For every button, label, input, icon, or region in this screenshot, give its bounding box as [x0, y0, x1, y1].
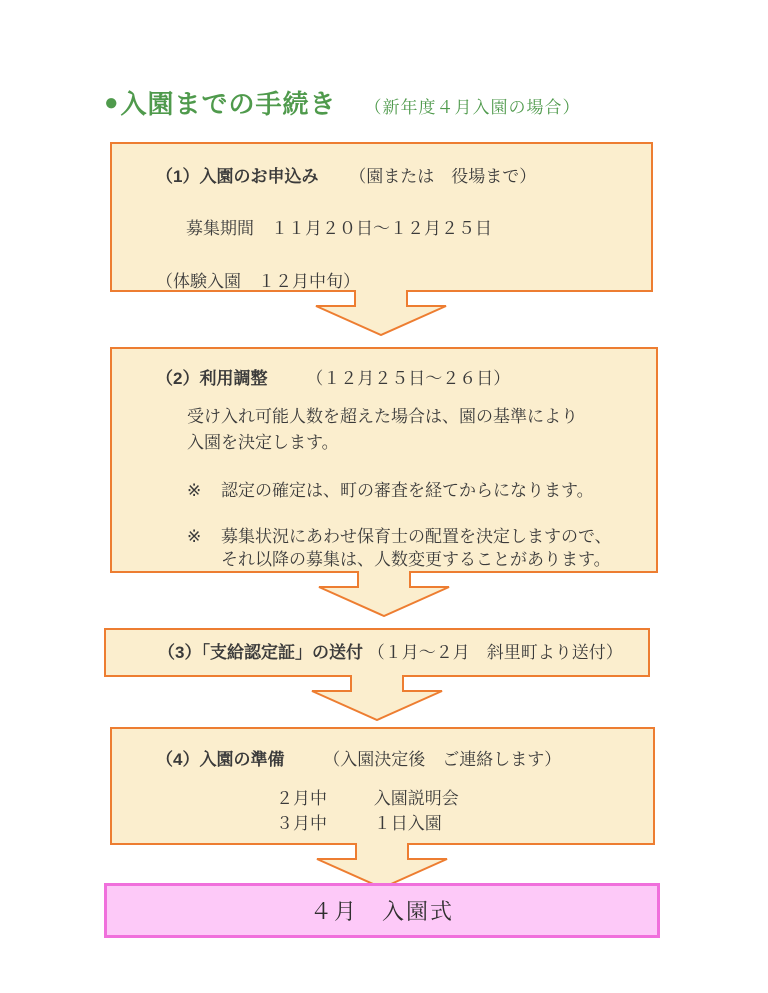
step-2-heading — [156, 368, 644, 389]
step-2-note-1 — [187, 479, 644, 502]
final-box-entrance-ceremony — [104, 883, 660, 938]
step-box-adjustment — [110, 347, 658, 573]
step-box-preparation — [110, 727, 655, 845]
step-2-heading-dates: （１２月２５日～２６日） — [306, 369, 511, 388]
step-2-note-2-text — [221, 525, 612, 571]
step-2-note-2-line1: 募集状況にあわせ保育士の配置を決定しますので、 — [221, 527, 612, 547]
step-1-trial-enrollment: （体験入園 １２月中旬） — [156, 271, 360, 291]
flow-arrow-down-icon — [311, 675, 443, 721]
step-4-schedule — [276, 786, 641, 836]
step-4-heading-title: （4）入園の準備 — [156, 750, 285, 769]
step-2-description — [187, 404, 644, 456]
page-title — [104, 84, 581, 121]
step-2-description-line2: 入園を決定します。 — [187, 433, 339, 453]
bullet-icon: ● — [104, 88, 119, 116]
step-box-application — [110, 142, 653, 292]
step-3-heading — [158, 642, 623, 663]
schedule-row — [276, 811, 641, 836]
page-title-text: 入園までの手続き — [120, 89, 337, 119]
asterisk-marker-icon: ※ — [187, 527, 202, 547]
step-2-note-2-line2: それ以降の募集は、人数変更することがあります。 — [221, 550, 611, 570]
page-title-subtitle: （新年度４月入園の場合） — [364, 98, 581, 117]
schedule-row — [276, 786, 641, 811]
step-2-note-1-line: 認定の確定は、町の審査を経てからになります。 — [221, 481, 594, 501]
schedule-event: １日入園 — [373, 814, 442, 834]
schedule-month: ３月中 — [276, 814, 327, 834]
step-4-heading — [156, 749, 641, 770]
flow-arrow-down-icon — [315, 290, 447, 336]
asterisk-marker-icon: ※ — [187, 481, 202, 501]
step-1-recruitment-period: 募集期間 １１月２０日～１２月２５日 — [186, 219, 492, 239]
step-2-description-line1: 受け入れ可能人数を超えた場合は、園の基準により — [187, 407, 578, 427]
step-3-heading-title: （3）「支給認定証」の送付 — [158, 642, 363, 662]
schedule-month: ２月中 — [276, 789, 327, 809]
flow-arrow-down-icon — [318, 571, 450, 617]
schedule-event: 入園説明会 — [373, 789, 459, 809]
step-1-heading-note: （園または 役場まで） — [349, 167, 537, 186]
step-4-heading-note: （入園決定後 ご連絡します） — [323, 750, 562, 769]
step-2-heading-title: （2）利用調整 — [156, 369, 268, 388]
step-1-heading-title: （1）入園のお申込み — [156, 167, 319, 186]
step-3-heading-note: （１月～２月 斜里町より送付） — [367, 642, 623, 662]
entrance-ceremony-label: ４月 入園式 — [309, 899, 454, 924]
step-2-note-2 — [187, 525, 644, 571]
step-1-heading — [156, 166, 637, 187]
step-box-certificate — [104, 628, 650, 677]
step-2-note-1-text — [221, 479, 594, 502]
